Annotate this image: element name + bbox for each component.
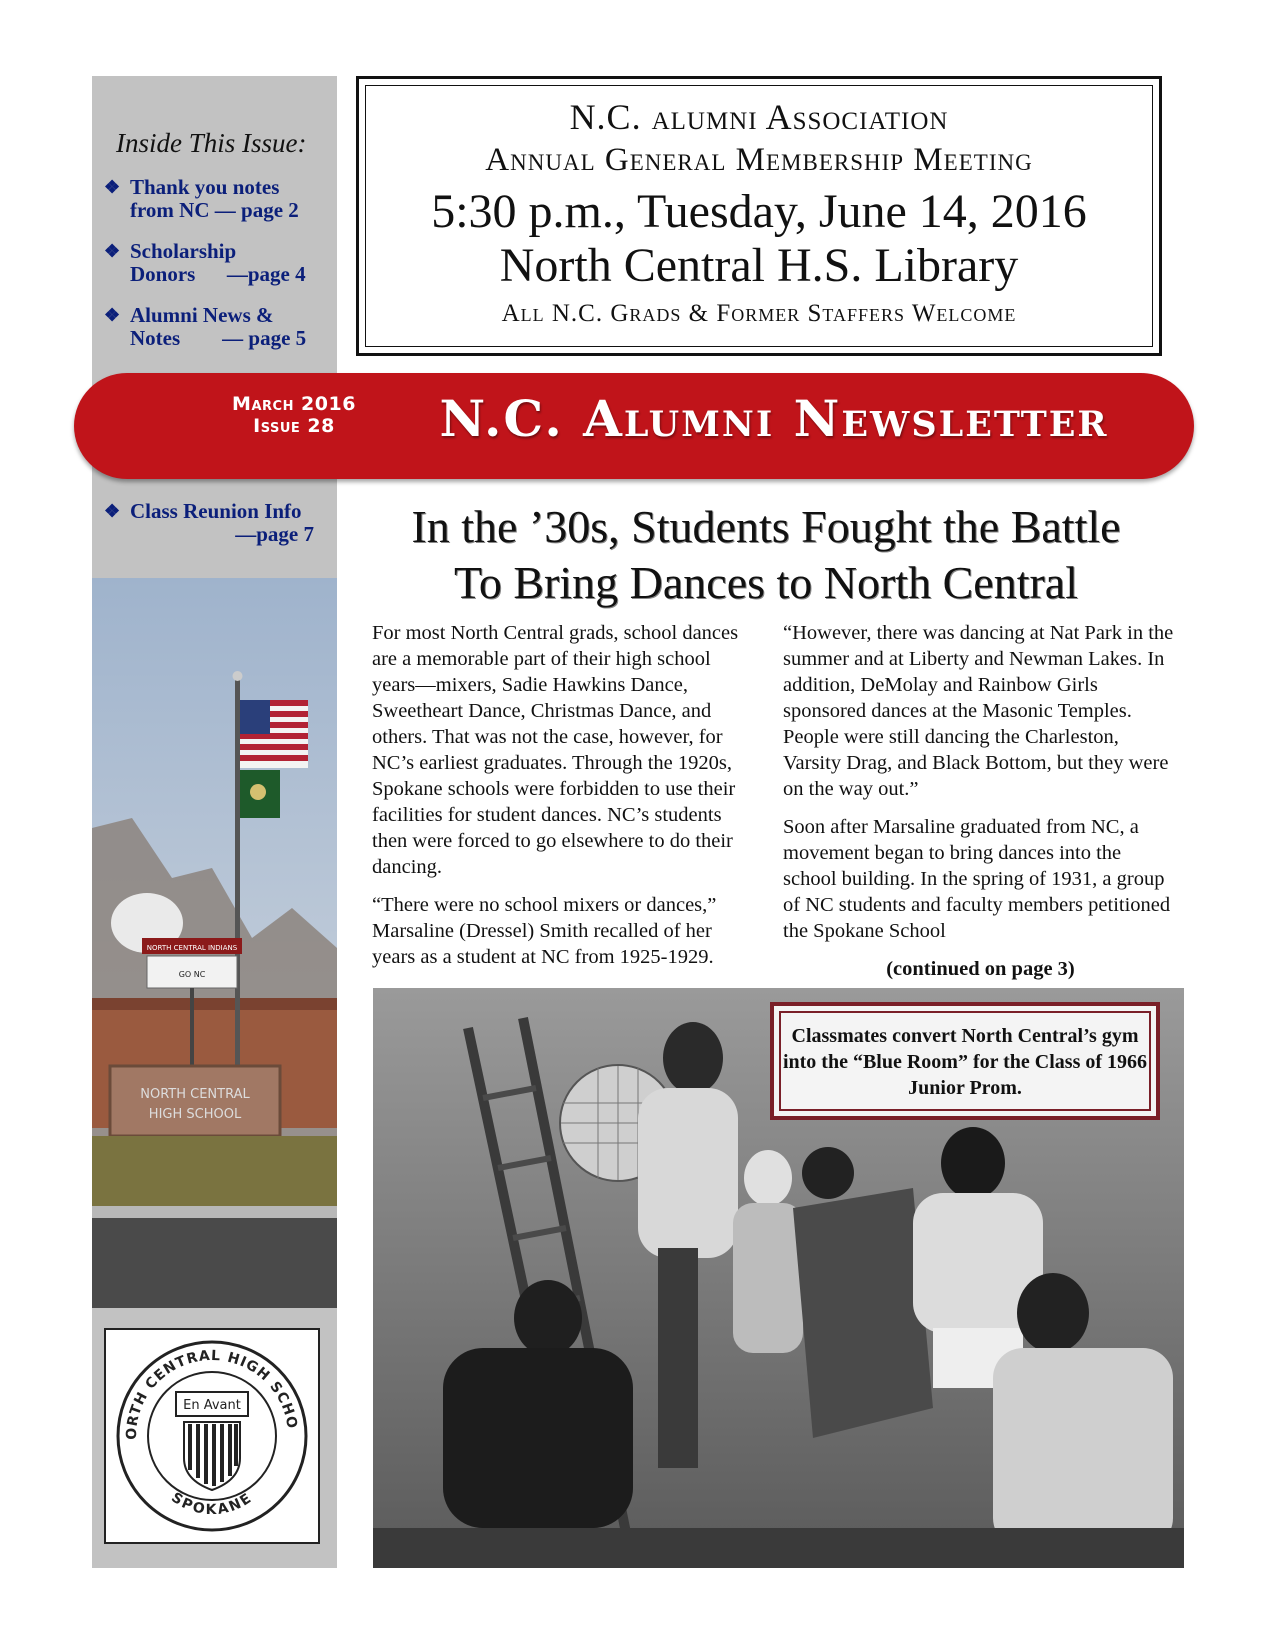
toc-item-thank-you[interactable] [104,176,334,222]
issue-number: Issue 28 [253,415,335,437]
school-sign-photo [92,578,337,1308]
meeting-datetime: 5:30 p.m., Tuesday, June 14, 2016 [431,185,1087,238]
diamond-bullet-icon: ❖ [104,177,121,197]
stone-sign-line1: NORTH CENTRAL [140,1087,250,1102]
meeting-location: North Central H.S. Library [499,239,1019,292]
toc-item-line1: Thank you notes [130,175,280,199]
toc-item-line1: Alumni News & [130,303,274,327]
article-column-2 [783,620,1178,994]
meeting-welcome: All N.C. Grads & Former Staffers Welcome [501,300,1017,327]
inside-this-issue-heading: Inside This Issue: [116,128,307,158]
toc-item-line2: Notes — page 5 [130,326,307,350]
article-paragraph: “However, there was dancing at Nat Park in the summer and at Liberty and Newman Lakes. In addition, DeMolay and Rainbow Girls sponsored dances at the Masonic Temples. People were still dancing the Charleston, Varsity Drag, and Black Bottom, but they were on the way out.” [783,622,1174,800]
meeting-title: Annual General Membership Meeting [485,142,1033,178]
diamond-bullet-icon: ❖ [104,305,121,325]
seal-ring-text: ORTH CENTRAL HIGH SCHO [123,1347,300,1441]
association-name: N.C. alumni Association [569,97,949,137]
article-headline-line1: In the ’30s, Students Fought the Battle [411,501,1121,552]
toc-item-alumni-news[interactable] [104,304,334,350]
svg-text:SPOKANE [168,1490,255,1518]
photo-caption: Classmates convert North Central’s gym into the “Blue Room” for the Class of 1966 Junior Prom. [779,1011,1151,1111]
stone-sign-line2: HIGH SCHOOL [148,1107,242,1122]
seal-city: SPOKANE [168,1489,256,1519]
school-sign-illustration [92,578,337,1308]
toc-item-class-reunion[interactable] [104,500,334,546]
article-paragraph: “There were no school mixers or dances,” Marsaline (Dressel) Smith recalled of her years as a student at NC from 1925-1929. [372,894,717,968]
newsletter-banner [74,373,1194,479]
toc-item-line1: Scholarship [130,239,237,263]
article-paragraph: Soon after Marsaline graduated from NC, a movement began to bring dances into the school building. In the spring of 1931, a group of NC students and faculty members petitioned the Spokane School [783,816,1171,942]
toc-item-scholarship[interactable] [104,240,334,286]
meeting-announcement-box [356,76,1162,356]
marquee-title: NORTH CENTRAL INDIANS [146,944,238,952]
toc-item-line2: —page 7 [235,522,314,546]
article-headline-line2: To Bring Dances to North Central [453,557,1079,608]
marquee-text: GO NC [178,970,206,979]
newsletter-title: N.C. Alumni Newsletter [439,389,1109,448]
seal-motto: En Avant [183,1398,241,1413]
article-paragraph: For most North Central grads, school dances are a memorable part of their high school years—mixers, Sadie Hawkins Dance, Sweetheart Dance, Christmas Dance, and others. That was not the case, however, for NC’s earliest graduates. Through the 1920s, Spokane schools were forbidden to use their facilities for student dances. NC’s students then were forced to go elsewhere to do their dancing. [372,622,739,878]
article-column-1 [372,620,752,982]
meeting-inner-border [365,85,1153,347]
issue-info [194,393,394,437]
school-seal-icon [106,1330,318,1542]
issue-date: March 2016 [232,393,356,415]
diamond-bullet-icon: ❖ [104,501,121,521]
diamond-bullet-icon: ❖ [104,241,121,261]
continued-link[interactable]: (continued on page 3) [886,958,1075,980]
photo-caption-box [770,1002,1160,1120]
toc-item-line2: Donors —page 4 [130,262,306,286]
toc-item-line1: Class Reunion Info [130,499,302,523]
toc-item-line2: from NC — page 2 [130,198,299,222]
school-seal-box [104,1328,320,1544]
